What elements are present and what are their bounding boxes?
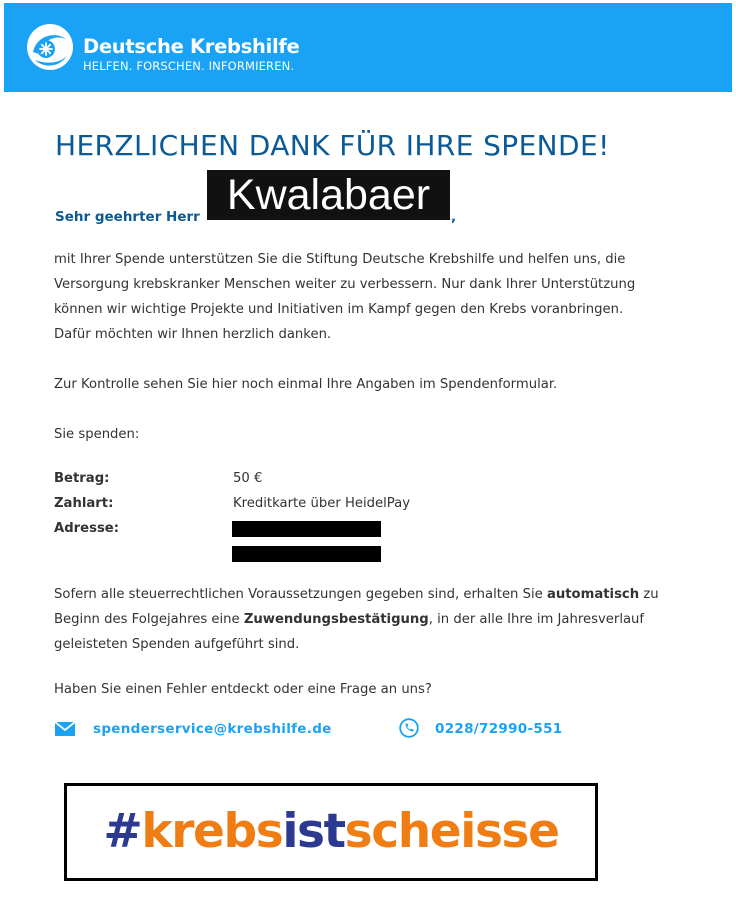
tax-note-emphasis: Zuwendungsbestätigung bbox=[243, 612, 429, 627]
recipient-name: Kwalabaer bbox=[207, 170, 450, 220]
tax-note-text: , in der alle Ihre im Jahresverlauf bbox=[428, 612, 645, 627]
brand-tagline: HELFEN. FORSCHEN. INFORMIEREN. bbox=[83, 59, 295, 73]
hashtag-symbol: # bbox=[103, 804, 142, 859]
address-label: Adresse: bbox=[54, 521, 120, 536]
donation-intro: Sie spenden: bbox=[54, 427, 140, 442]
phone-link[interactable]: 0228/72990-551 bbox=[435, 721, 563, 737]
intro-line: Versorgung krebskranker Menschen weiter zu verbessern. Nur dank Ihrer Unterstützung bbox=[54, 277, 636, 292]
brand-name: Deutsche Krebshilfe bbox=[83, 35, 300, 58]
intro-line: können wir wichtige Projekte und Initiativen im Kampf gegen den Krebs voranbringen. bbox=[54, 302, 624, 317]
tax-note-text: zu bbox=[639, 587, 659, 602]
question-text: Haben Sie einen Fehler entdeckt oder eine Frage an uns? bbox=[54, 682, 432, 697]
payment-label: Zahlart: bbox=[54, 496, 114, 511]
hashtag-part: krebs bbox=[141, 804, 283, 859]
campaign-hashtag-banner bbox=[64, 783, 598, 881]
payment-value: Kreditkarte über HeidelPay bbox=[233, 496, 411, 511]
tax-note-line bbox=[54, 582, 659, 607]
amount-label: Betrag: bbox=[54, 471, 110, 486]
page-title: HERZLICHEN DANK FÜR IHRE SPENDE! bbox=[55, 129, 610, 162]
intro-line: Dafür möchten wir Ihnen herzlich danken. bbox=[54, 327, 332, 342]
salutation-suffix: , bbox=[451, 209, 457, 225]
krebshilfe-sun-logo-icon bbox=[25, 22, 75, 72]
header-banner bbox=[4, 3, 732, 92]
intro-paragraph bbox=[54, 247, 635, 347]
address-redaction bbox=[232, 521, 381, 537]
tax-note bbox=[54, 582, 659, 657]
tax-note-line: geleisteten Spenden aufgeführt sind. bbox=[54, 637, 300, 652]
email-link[interactable]: spenderservice@krebshilfe.de bbox=[93, 721, 332, 737]
address-redaction bbox=[232, 546, 381, 562]
control-text: Zur Kontrolle sehen Sie hier noch einmal Ihre Angaben im Spendenformular. bbox=[54, 377, 558, 392]
hashtag-part: scheisse bbox=[344, 804, 559, 859]
intro-line: mit Ihrer Spende unterstützen Sie die Stiftung Deutsche Krebshilfe und helfen uns, die bbox=[54, 252, 626, 267]
tax-note-line bbox=[54, 607, 659, 632]
phone-icon bbox=[399, 718, 419, 738]
amount-value: 50 € bbox=[233, 471, 263, 486]
tax-note-text: Sofern alle steuerrechtlichen Voraussetzungen gegeben sind, erhalten Sie bbox=[54, 587, 547, 602]
campaign-hashtag bbox=[67, 786, 595, 878]
tax-note-text: Beginn des Folgejahres eine bbox=[54, 612, 244, 627]
salutation-prefix: Sehr geehrter Herr bbox=[55, 209, 200, 225]
hashtag-part: ist bbox=[282, 804, 345, 859]
tax-note-emphasis: automatisch bbox=[546, 587, 640, 602]
mail-icon bbox=[55, 722, 75, 736]
